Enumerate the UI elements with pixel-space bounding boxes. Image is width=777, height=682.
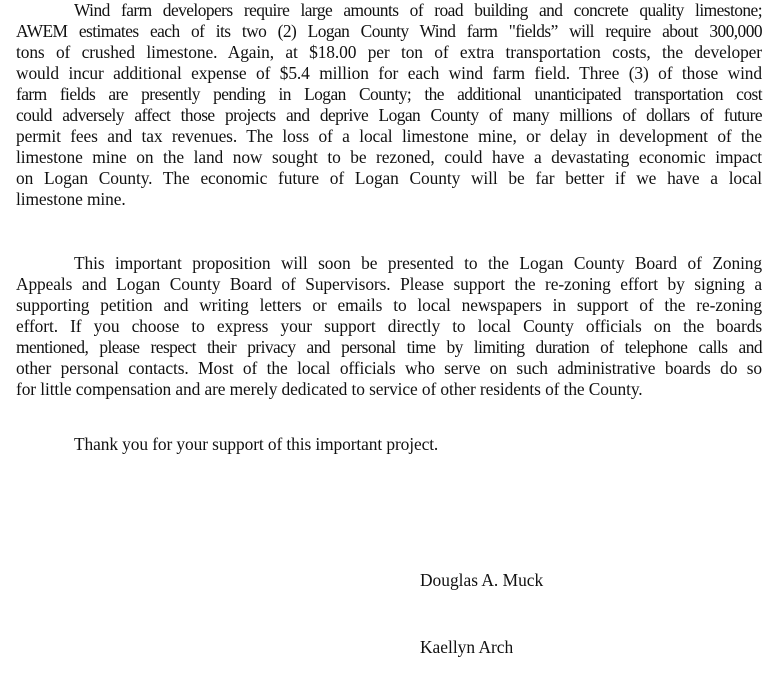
paragraph-line: effort. If you choose to express your support directly to local County officials on the boards — [16, 316, 762, 336]
paragraph-line: limestone mine on the land now sought to be rezoned, could have a devastating economic impact — [16, 147, 762, 167]
paragraph-line: supporting petition and writing letters or emails to local newspapers in support of the re-zoning — [16, 295, 762, 315]
paragraph-line: AWEM estimates each of its two (2) Logan County Wind farm "fields” will require about 300,000 — [16, 21, 762, 41]
paragraph-line: for little compensation and are merely dedicated to service of other residents of the County. — [16, 379, 643, 399]
paragraph-line: farm fields are presently pending in Logan County; the additional unanticipated transportation cost — [16, 84, 762, 104]
paragraph-line: on Logan County. The economic future of Logan County will be far better if we have a local — [16, 168, 762, 188]
paragraph-line: tons of crushed limestone. Again, at $18.00 per ton of extra transportation costs, the developer — [16, 42, 762, 62]
paragraph-line: permit fees and tax revenues. The loss of a local limestone mine, or delay in development of the — [16, 126, 762, 146]
signature-kaellyn-arch: Kaellyn Arch — [420, 637, 514, 657]
signature-douglas-muck: Douglas A. Muck — [420, 570, 544, 590]
paragraph-line: could adversely affect those projects and deprive Logan County of many millions of dollars of future — [16, 105, 762, 125]
paragraph-line: Wind farm developers require large amounts of road building and concrete quality limestone; — [74, 0, 762, 20]
paragraph-line: other personal contacts. Most of the local officials who serve on such administrative boards do so — [16, 358, 762, 378]
paragraph-line: mentioned, please respect their privacy and personal time by limiting duration of telephone calls and — [16, 337, 762, 357]
paragraph-line: limestone mine. — [16, 189, 126, 209]
paragraph-line: Appeals and Logan County Board of Supervisors. Please support the re-zoning effort by signing a — [16, 274, 762, 294]
paragraph-line: Thank you for your support of this important project. — [74, 434, 439, 454]
paragraph-line: would incur additional expense of $5.4 million for each wind farm field. Three (3) of those wind — [16, 63, 762, 83]
paragraph-line: This important proposition will soon be presented to the Logan County Board of Zoning — [74, 253, 762, 273]
